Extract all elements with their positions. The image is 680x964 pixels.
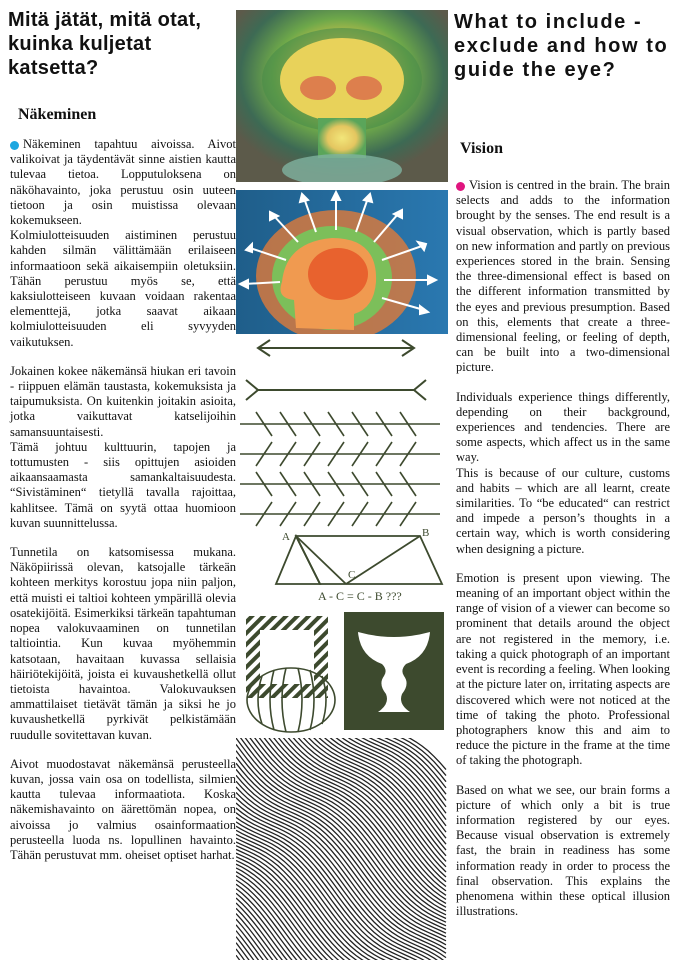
finnish-paragraph-2: Kolmiulotteisuuden aistiminen perustuu kahden silmän välittämään erilaiseen informaatioon sekä aikaisempiin oletuksiin. Tähän perustuu myös se, että kaksiulotteiseen kuvaan voidaan rakentaa elementtejä, jotka saavat aikaan kolmiulotteisuuden eli syvyyden vaikutuksen. — [10, 228, 236, 349]
english-paragraph-5: Based on what we see, our brain forms a picture of which only a bit is true information registered by our eyes. Because visual observation is extremely fast, the brain in readiness has some information ready in order to process the final observation. This explains the phenomena within these optical illusion illustrations. — [456, 782, 670, 919]
finnish-paragraph-1: Näkeminen tapahtuu aivoissa. Aivot valikoivat ja täydentävät sinne aistien kautta tulevaa tietoa. Lopputuloksena on näköhavainto, joka perustuu osin uuteen tietoon ja osin muistissa olevaan kokemukseen. — [10, 137, 236, 228]
english-column — [454, 0, 672, 919]
zollner-illusion — [236, 410, 448, 528]
english-title: What to include - exclude and how to guide the eye? — [454, 11, 669, 81]
label-c: C — [348, 569, 356, 581]
abstract-painting-image — [236, 10, 448, 182]
head-arrows-painting-image — [236, 190, 448, 334]
finnish-paragraph-3: Jokainen kokee näkemänsä hiukan eri tavoin - riippuen elämän taustasta, kokemuksista ja taipumuksista. On kuitenkin joitakin asioita, jotka vaikuttavat katselijoihin samansuuntaisesti. — [10, 363, 236, 439]
moire-pattern-illusion — [236, 738, 448, 960]
equation-label: A - C = C - B ??? — [318, 589, 402, 603]
finnish-paragraph-6: Aivot muodostavat näkemänsä perusteella kuvan, jossa vain osa on todellista, silmien kautta tulevaa informaatiota. Koska näkemishavainto on äärettömän nopea, on aivoissa jo valmius osainformaation perusteella luoda ns. lopullinen havainto. Tähän perustuvat mm. oheiset optiset harhat. — [10, 756, 236, 862]
english-paragraph-4: Emotion is present upon viewing. The meaning of an important object within the range of vision of a viewer can become so prominent that details around the object are not registered in the memory, i.e. taking a quick photograph of an important event is recording a feeling. When looking at the picture later on, irritating aspects are discovered which were not noticed at the time of taking the photo. Professional photographers know this and aim to reduce the picture in the frame at the time of taking the photograph. — [456, 570, 670, 768]
muller-lyer-illusion — [236, 338, 448, 408]
finnish-body — [10, 137, 236, 877]
magenta-bullet-icon — [456, 182, 465, 191]
finnish-paragraph-5: Tunnetila on katsomisessa mukana. Näköpiirissä olevan, katsojalle tärkeän kohteen merkitys korostuu jopa niin paljon, että muisti ei taltioi kohteen ympärillä olevia osatekijöitä. Esimerkiksi tärkeän tapahtuman nopea valokuvaaminen on tunnetilan taltiointia. Kun kuvaa myöhemmin katsotaan, havaitaan kuvassa sellaisia häiriötekijöitä, joista ei kuvaushetkellä ollut tietoista havaintoa. Valokuvauksen ammattilaiset tietävät tämän ja siksi he jo kuvaushetkellä pyrkivät pelkistämään ruudulle sovitettavan kuvan. — [10, 545, 236, 742]
english-section-heading: Vision — [460, 140, 503, 157]
curved-lines-illusion — [242, 664, 340, 736]
finnish-paragraph-4: Tämä johtuu kulttuurin, tapojen ja tottumusten - siis opittujen asioiden aikaansaamasta samankaltaisuudesta. “Sivistäminen“ tietyllä tavalla rajoittaa, kahlitsee. Tämä on syytä ottaa huomioon kuvan suunnittelussa. — [10, 439, 236, 530]
english-body — [456, 178, 670, 933]
english-paragraph-1: Vision is centred in the brain. The brain selects and adds to the information brought by the senses. The end result is a visual observation, which is partly based on new information and partly on previous experiences stored in the brain. Sensing the three-dimensional effect is based on the different information transmitted by the eyes and previous presumption. Based on this, elements that create a three-dimensional feeling, or feeling of depth, can be built into a two-dimensional picture. — [456, 178, 670, 375]
cyan-bullet-icon — [10, 141, 19, 150]
finnish-column — [8, 0, 236, 862]
finnish-title: Mitä jätät, mitä otat, kuinka kuljetat katsetta? — [8, 9, 202, 79]
english-paragraph-3: This is because of our culture, customs and habits – which are all learnt, create similarities. To “be educated“ can restrict and impede a person’s thoughts in a certain way, which is worth considering when designing a picture. — [456, 465, 670, 556]
parallelogram-illusion — [236, 526, 448, 608]
english-paragraph-2: Individuals experience things differently, depending on their background, experiences and tendencies. There are some aspects, which affect us in the same way. — [456, 389, 670, 465]
rubin-vase-illusion — [344, 612, 444, 730]
finnish-section-heading: Näkeminen — [18, 106, 97, 123]
label-a: A — [282, 531, 290, 543]
label-b: B — [422, 527, 430, 539]
